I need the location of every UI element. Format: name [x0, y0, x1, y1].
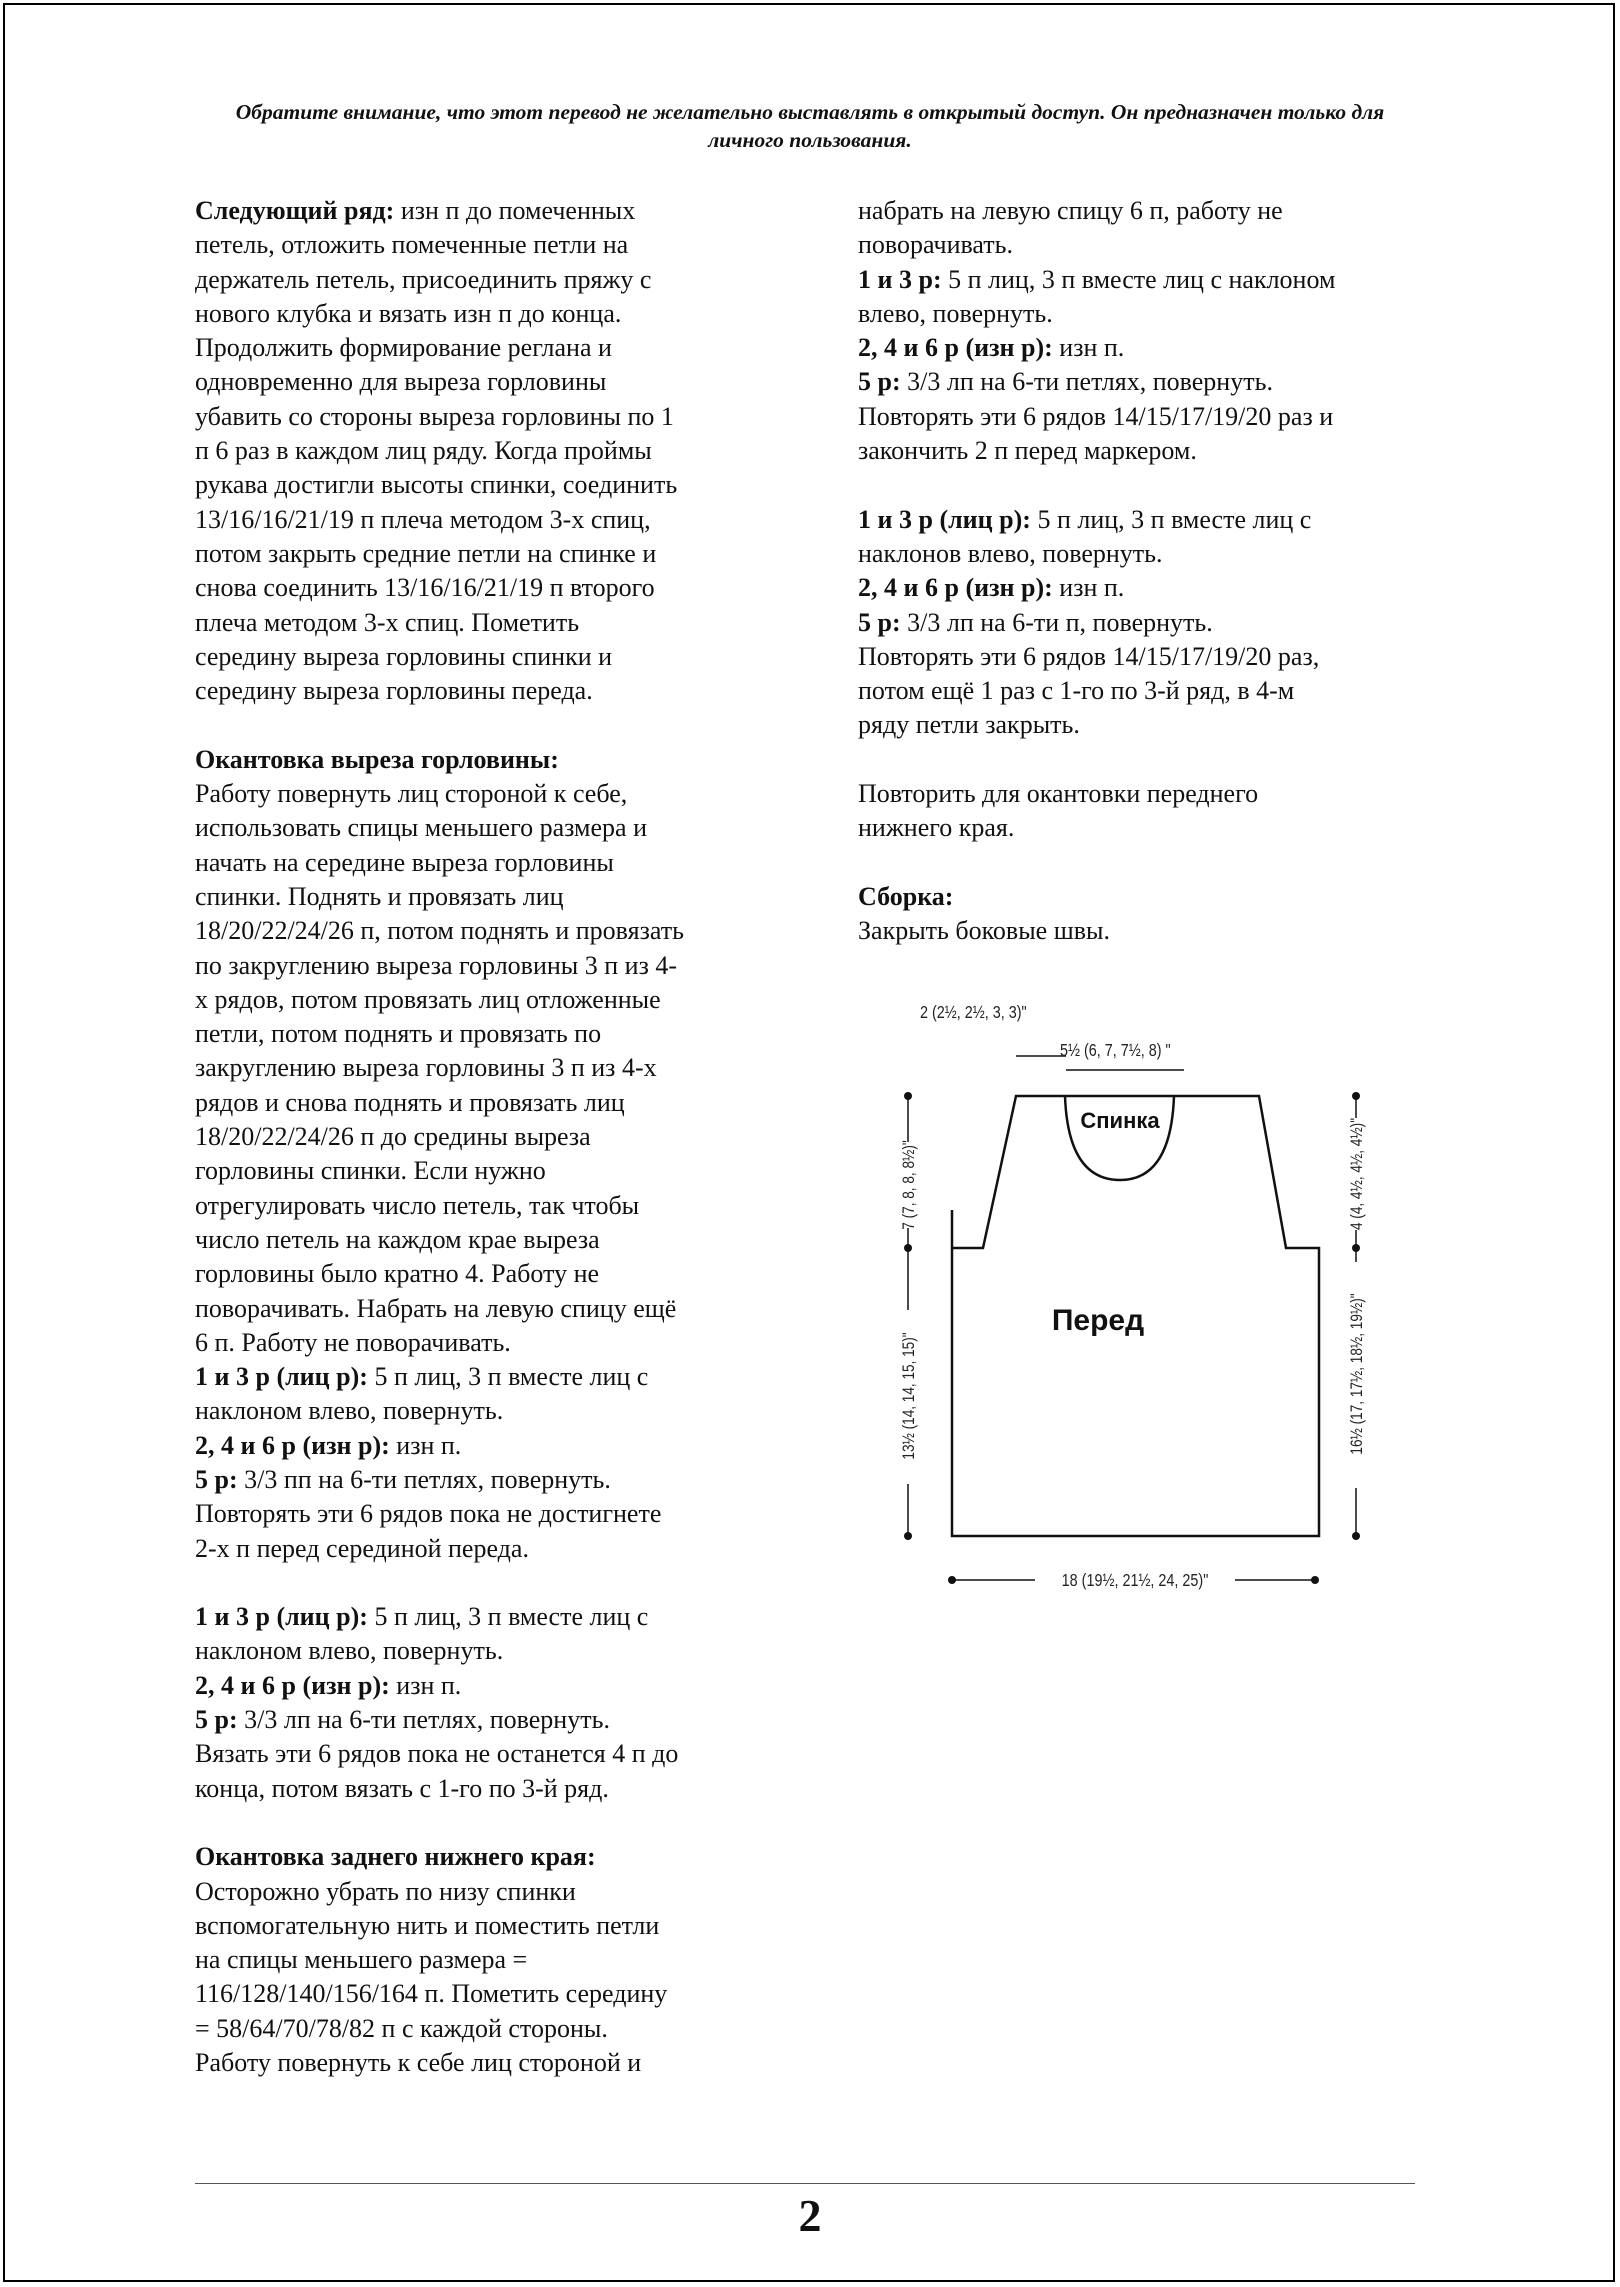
line-text: петель, отложить помеченные петли на [195, 230, 629, 260]
line-text: одновременно для выреза горловины [195, 367, 607, 397]
line-text: влево, повернуть. [858, 298, 1053, 328]
text-line [195, 914, 795, 948]
text-line [858, 914, 1458, 948]
paragraph-gap [195, 1806, 795, 1840]
line-text: 13/16/16/21/19 п плеча методом 3-х спиц, [195, 504, 651, 534]
text-line [858, 537, 1458, 571]
bold-heading: 5 р: [858, 367, 901, 397]
paragraph-gap [858, 468, 1458, 502]
text-line [195, 2012, 795, 2046]
bold-heading: Следующий ряд: [195, 196, 395, 225]
line-text: 5 п лиц, 3 п вместе лиц с наклоном [941, 264, 1336, 294]
text-line [195, 846, 795, 880]
line-text: рядов и снова поднять и провязать лиц [195, 1087, 625, 1117]
paragraph-gap [195, 1566, 795, 1600]
text-line [858, 263, 1458, 297]
line-text: рукава достигли высоты спинки, соединить [195, 470, 678, 500]
text-line [195, 1223, 795, 1257]
line-text: Повторять эти 6 рядов пока не достигнете [195, 1499, 662, 1529]
text-line [195, 1497, 795, 1531]
line-text: потом закрыть средние петли на спинке и [195, 538, 657, 568]
text-line [858, 606, 1458, 640]
text-line [195, 1600, 795, 1634]
bold-heading: 2, 4 и 6 р (изн р): [858, 333, 1053, 363]
line-text: петли, потом поднять и провязать по [195, 1019, 602, 1049]
width-dim-label: 18 (19½, 21½, 24, 25)" [1061, 1570, 1209, 1591]
text-line [195, 331, 795, 365]
text-line [195, 983, 795, 1017]
text-line [858, 708, 1458, 742]
line-text: число петель на каждом крае выреза [195, 1224, 600, 1254]
bold-heading: Сборка: [858, 881, 954, 911]
line-text: поворачивать. [858, 230, 1014, 260]
line-text: 3/3 лп на 6-ти петлях, повернуть. [237, 1705, 610, 1735]
text-line [195, 228, 795, 262]
line-text: набрать на левую спицу 6 п, работу не [858, 196, 1283, 225]
line-text: на спицы меньшего размера = [195, 1945, 528, 1975]
bold-heading: 5 р: [195, 1705, 238, 1735]
line-text: Повторять эти 6 рядов 14/15/17/19/20 раз и [858, 401, 1334, 431]
left-text-column [195, 194, 795, 2080]
line-text: убавить со стороны выреза горловины по 1 [195, 401, 674, 431]
text-line [195, 400, 795, 434]
text-line [195, 1977, 795, 2011]
text-line [858, 503, 1458, 537]
text-line [858, 571, 1458, 605]
line-text: Продолжить формирование реглана и [195, 333, 612, 363]
line-text: закруглению выреза горловины 3 п из 4-х [195, 1053, 657, 1083]
right-text-column [858, 194, 1458, 949]
text-line [195, 1360, 795, 1394]
text-line [858, 434, 1458, 468]
right-armhole-dim-label: 4 (4, 4½, 4½, 4½)" [1347, 1117, 1367, 1231]
bold-heading: 1 и 3 р (лиц р): [195, 1362, 368, 1392]
text-line [195, 1943, 795, 1977]
text-line [195, 1257, 795, 1291]
line-text: 3/3 лп на 6-ти п, повернуть. [900, 607, 1213, 637]
line-text: 6 п. Работу не поворачивать. [195, 1327, 511, 1357]
line-text: = 58/64/70/78/82 п с каждой стороны. [195, 2013, 608, 2043]
line-text: 116/128/140/156/164 п. Пометить середину [195, 1979, 668, 2009]
text-line [858, 228, 1458, 262]
copyright-notice: Обратите внимание, что этот перевод не желательно выставлять в открытый доступ. Он предназначен только для личного пользования. [235, 100, 1385, 152]
text-line [195, 1463, 795, 1497]
text-line [195, 1017, 795, 1051]
line-text: Повторять эти 6 рядов 14/15/17/19/20 раз, [858, 641, 1320, 671]
text-line [195, 1703, 795, 1737]
bold-heading: 5 р: [858, 607, 901, 637]
line-text: Осторожно убрать по низу спинки [195, 1876, 576, 1906]
text-line [195, 1532, 795, 1566]
text-line [195, 1875, 795, 1909]
text-line [195, 1737, 795, 1771]
line-text: поворачивать. Набрать на левую спицу ещё [195, 1293, 677, 1323]
line-text: 5 п лиц, 3 п вместе лиц с [1030, 504, 1312, 534]
bold-heading: Окантовка заднего нижнего края: [195, 1842, 596, 1872]
text-line [195, 2046, 795, 2080]
text-line [195, 606, 795, 640]
line-text: нового клубка и вязать изн п до конца. [195, 298, 622, 328]
line-text: по закруглению выреза горловины 3 п из 4- [195, 950, 678, 980]
text-line [195, 503, 795, 537]
text-line [195, 949, 795, 983]
text-line [858, 880, 1458, 914]
text-line [195, 537, 795, 571]
line-text: 18/20/22/24/26 п, потом поднять и провязать [195, 916, 684, 946]
line-text: наклонов влево, повернуть. [858, 538, 1163, 568]
text-line [195, 365, 795, 399]
text-line [195, 263, 795, 297]
paragraph-gap [858, 743, 1458, 777]
text-line [858, 777, 1458, 811]
garment-schematic [880, 990, 1440, 1610]
line-text: горловины спинки. Если нужно [195, 1156, 546, 1186]
line-text: 18/20/22/24/26 п до средины выреза [195, 1122, 591, 1152]
text-line [195, 1051, 795, 1085]
line-text: закончить 2 п перед маркером. [858, 436, 1197, 466]
line-text: вспомогательную нить и поместить петли [195, 1910, 660, 1940]
footer-divider [195, 2183, 1415, 2184]
line-text: изн п. [389, 1430, 462, 1460]
text-line [195, 743, 795, 777]
line-text: середину выреза горловины спинки и [195, 641, 613, 671]
text-line [195, 1086, 795, 1120]
text-line [195, 194, 795, 228]
text-line [195, 1840, 795, 1874]
line-text: Повторить для окантовки переднего [858, 779, 1259, 809]
paragraph-gap [858, 846, 1458, 880]
text-line [195, 1909, 795, 1943]
text-line [858, 194, 1458, 228]
line-text: 3/3 пп на 6-ти петлях, повернуть. [237, 1464, 611, 1494]
text-line [195, 468, 795, 502]
line-text: ряду петли закрыть. [858, 710, 1080, 740]
line-text: Закрыть боковые швы. [858, 916, 1110, 946]
line-text: наклоном влево, повернуть. [195, 1396, 504, 1426]
line-text: спинки. Поднять и провязать лиц [195, 881, 564, 911]
text-line [858, 400, 1458, 434]
text-line [858, 640, 1458, 674]
line-text: Работу повернуть к себе лиц стороной и [195, 2048, 642, 2078]
neck-dim-label: 5½ (6, 7, 7½, 8) " [1060, 1040, 1171, 1061]
text-line [195, 434, 795, 468]
line-text: потом ещё 1 раз с 1-го по 3-й ряд, в 4-м [858, 676, 1295, 706]
line-text: Вязать эти 6 рядов пока не останется 4 п до [195, 1739, 679, 1769]
left-armhole-dim-label: 7 (7, 8, 8, 8½)" [899, 1140, 919, 1230]
line-text: Работу повернуть лиц стороной к себе, [195, 779, 628, 809]
text-line [858, 365, 1458, 399]
line-text: отрегулировать число петель, так чтобы [195, 1190, 640, 1220]
line-text: изн п. [1052, 573, 1125, 603]
line-text: начать на середине выреза горловины [195, 847, 614, 877]
text-line [195, 1189, 795, 1223]
shoulder-dim-label: 2 (2½, 2½, 3, 3)" [920, 1002, 1027, 1023]
back-label: Спинка [1080, 1108, 1160, 1133]
bold-heading: Окантовка выреза горловины: [195, 744, 559, 774]
line-text: 2-х п перед серединой переда. [195, 1533, 529, 1563]
bold-heading: 1 и 3 р (лиц р): [195, 1602, 368, 1632]
line-text: изн п. [389, 1670, 462, 1700]
text-line [195, 1154, 795, 1188]
text-line [858, 297, 1458, 331]
bold-heading: 1 и 3 р: [858, 264, 942, 294]
text-line [195, 777, 795, 811]
text-line [195, 1292, 795, 1326]
bold-heading: 2, 4 и 6 р (изн р): [195, 1670, 390, 1700]
line-text: горловины было кратно 4. Работу не [195, 1259, 600, 1289]
page-number: 2 [798, 2190, 822, 2241]
bold-heading: 1 и 3 р (лиц р): [858, 504, 1031, 534]
line-text: изн п. [1052, 333, 1125, 363]
line-text: держатель петель, присоединить пряжу с [195, 264, 652, 294]
left-body-dim-label: 13½ (14, 14, 15, 15)" [899, 1332, 919, 1460]
text-line [195, 1772, 795, 1806]
line-text: использовать спицы меньшего размера и [195, 813, 647, 843]
line-text: 3/3 лп на 6-ти петлях, повернуть. [900, 367, 1273, 397]
bold-heading: 2, 4 и 6 р (изн р): [858, 573, 1053, 603]
text-line [195, 1120, 795, 1154]
right-body-dim-label: 16½ (17, 17½, 18½, 19½)" [1347, 1293, 1367, 1455]
line-text: изн п до помеченных [394, 196, 636, 225]
text-line [195, 1669, 795, 1703]
text-line [195, 880, 795, 914]
line-text: снова соединить 13/16/16/21/19 п второго [195, 573, 655, 603]
text-line [195, 571, 795, 605]
text-line [858, 331, 1458, 365]
text-line [858, 674, 1458, 708]
line-text: наклоном влево, повернуть. [195, 1636, 504, 1666]
text-line [195, 1394, 795, 1428]
line-text: плеча методом 3-х спиц. Пометить [195, 607, 580, 637]
text-line [195, 297, 795, 331]
bold-heading: 2, 4 и 6 р (изн р): [195, 1430, 390, 1460]
text-line [195, 674, 795, 708]
line-text: 5 п лиц, 3 п вместе лиц с [367, 1602, 649, 1632]
text-line [195, 640, 795, 674]
line-text: нижнего края. [858, 813, 1015, 843]
paragraph-gap [195, 708, 795, 742]
line-text: середину выреза горловины переда. [195, 676, 593, 706]
line-text: 5 п лиц, 3 п вместе лиц с [367, 1362, 649, 1392]
text-line [195, 811, 795, 845]
text-line [195, 1634, 795, 1668]
text-line [858, 811, 1458, 845]
line-text: конца, потом вязать с 1-го по 3-й ряд. [195, 1773, 609, 1803]
line-text: х рядов, потом провязать лиц отложенные [195, 984, 661, 1014]
line-text: п 6 раз в каждом лиц ряду. Когда проймы [195, 436, 652, 466]
text-line [195, 1429, 795, 1463]
front-label: Перед [1051, 1304, 1145, 1337]
bold-heading: 5 р: [195, 1464, 238, 1494]
text-line [195, 1326, 795, 1360]
